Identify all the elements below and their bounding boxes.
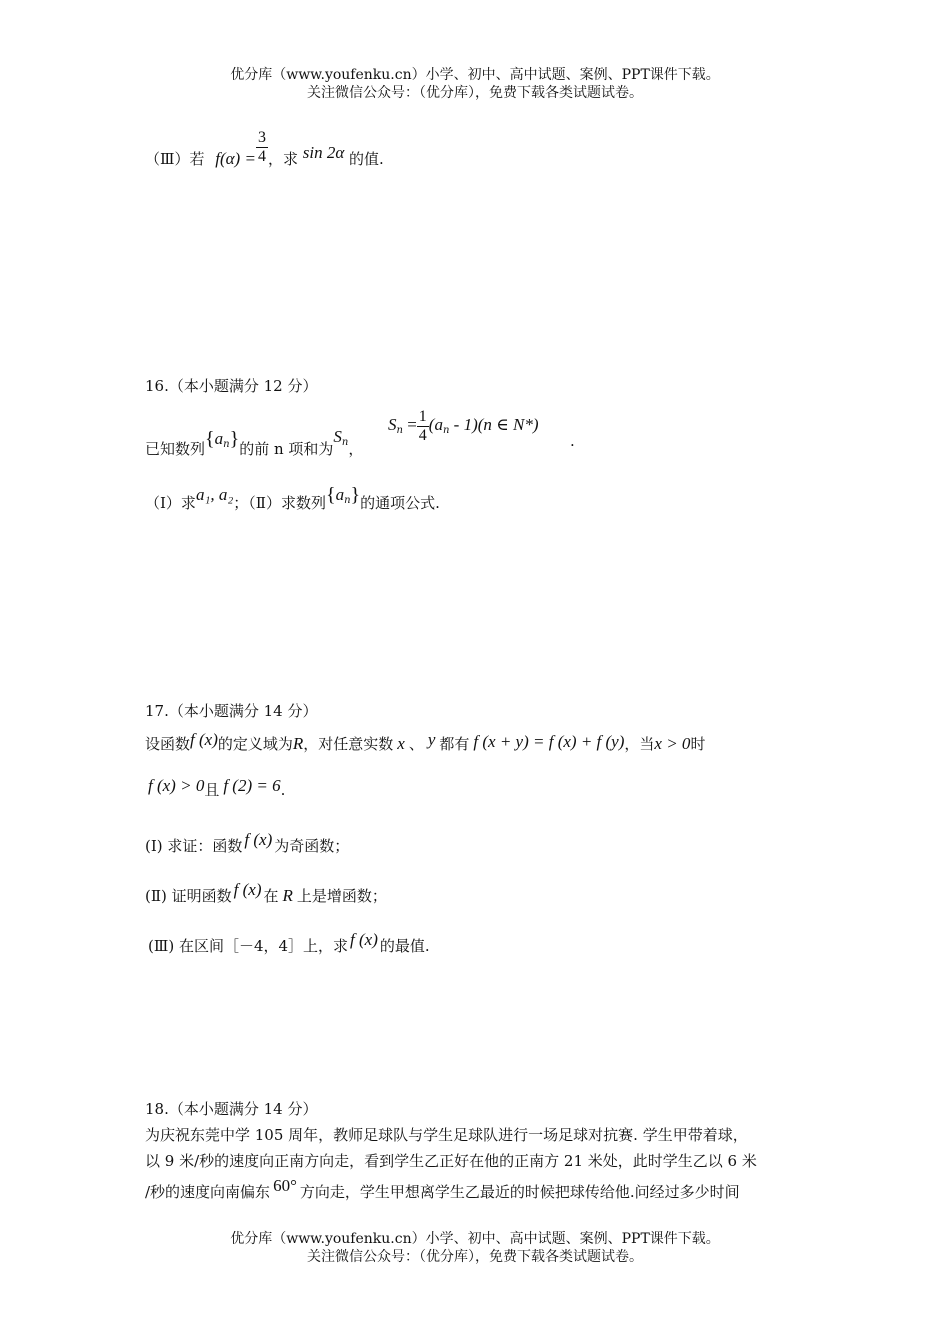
q18-line3-a: /秒的速度向南偏东 — [145, 1183, 271, 1201]
q17-line2-d: . — [280, 781, 286, 799]
q17-p2-a: (Ⅱ) 证明函数 — [145, 887, 232, 905]
q17-p3-fx: f (x) — [350, 930, 378, 949]
q17-p1-fx: f (x) — [244, 830, 273, 849]
q17-line1-c: ，对任意实数 — [303, 735, 394, 753]
q17-line1-d: 都有 — [439, 735, 470, 753]
q17-line1-f: 时 — [690, 735, 706, 753]
q15-part3-prefix: （Ⅲ）若 — [145, 150, 205, 168]
q16-known: 已知数列 — [145, 440, 206, 458]
q15-ask: ，求 — [267, 150, 298, 168]
q17-title: 17.（本小题满分 14 分） — [145, 702, 318, 720]
q16-Sn: $S_n$ — [333, 427, 349, 448]
q17-line2 — [148, 768, 285, 804]
q16-sequence-an-2: $\{a_n\}$ — [325, 484, 361, 506]
q17-p3-b: 的最值. — [379, 937, 430, 955]
q16-comma: ， — [348, 440, 364, 458]
q16-statement — [145, 402, 364, 458]
q16-part2-label: ；（Ⅱ）求数列 — [233, 494, 326, 512]
q17-part1 — [145, 822, 349, 858]
q17-line2-a: f (x) > 0 — [148, 776, 205, 795]
q18-line1: 为庆祝东莞中学 105 周年，教师足球队与学生足球队进行一场足球对抗赛. 学生甲带着球， — [145, 1126, 748, 1144]
q17-p2-c: 上是增函数； — [296, 887, 387, 905]
q17-p2-fx: f (x) — [233, 880, 262, 899]
q17-line1 — [145, 722, 705, 758]
q17-part2 — [145, 872, 387, 908]
q15-suffix: 的值. — [349, 150, 384, 168]
q16-sequence-an: $\{a_n\}$ — [205, 428, 240, 450]
q17-p1-a: (Ⅰ) 求证：函数 — [145, 837, 243, 855]
q16-part2-suffix: 的通项公式. — [360, 494, 440, 512]
q18-line3 — [145, 1170, 740, 1202]
q17-line1-e: ，当 — [624, 735, 655, 753]
q17-y: y — [427, 730, 436, 749]
q16-title: 16.（本小题满分 12 分） — [145, 377, 318, 395]
q17-part3 — [148, 922, 430, 958]
q17-p2-b: 在 — [263, 887, 279, 905]
q16-a1a2: a₁, a₂ — [195, 485, 234, 504]
q17-cond: x > 0 — [654, 734, 691, 753]
page-header — [0, 66, 950, 102]
q16-formula-rest2: - 1)(n ∈ N*) — [449, 415, 539, 434]
footer-line-1: 优分库（www.youfenku.cn）小学、初中、高中试题、案例、PPT课件下载。 — [230, 1231, 720, 1247]
q17-eq1: f (x + y) = f (x) + f (y) — [473, 732, 625, 751]
q15-frac-num: 3 — [257, 129, 266, 146]
q17-line2-b: 且 — [204, 781, 220, 799]
q17-line1-a: 设函数 — [145, 735, 191, 753]
q17-line1-b: 的定义域为 — [217, 735, 293, 753]
q15-sin2a: sin 2α — [302, 143, 345, 162]
q16-part1-label: （Ⅰ）求 — [145, 494, 196, 512]
q18-angle: 60° — [273, 1176, 297, 1195]
page-footer — [0, 1230, 950, 1266]
q18-line2: 以 9 米/秒的速度向正南方向走，看到学生乙正好在他的正南方 21 米处，此时学生乙以 6 米 — [145, 1152, 757, 1170]
q16-formula-S: S — [388, 415, 397, 434]
q17-p3-a: (Ⅲ) 在区间［－4，4］上，求 — [148, 937, 349, 955]
q16-formula-fraction: $\frac{1}{4}$ — [418, 407, 427, 444]
q18-line3-b: 方向走，学生甲想离学生乙最近的时候把球传给他.问经过多少时间 — [299, 1183, 740, 1201]
q17-fx: f (x) — [190, 730, 218, 749]
q18-title: 18.（本小题满分 14 分） — [145, 1100, 318, 1118]
q17-R: R — [292, 734, 304, 753]
header-line-2: 关注微信公众号：（优分库），免费下载各类试题试卷。 — [307, 85, 643, 101]
footer-line-2: 关注微信公众号：（优分库），免费下载各类试题试卷。 — [307, 1249, 643, 1265]
q16-formula-eq: = — [402, 415, 417, 434]
header-line-1: 优分库（www.youfenku.cn）小学、初中、高中试题、案例、PPT课件下载。 — [230, 67, 720, 83]
q17-line2-c: f (2) = 6 — [223, 776, 281, 795]
q17-dun: 、 — [408, 735, 424, 753]
q17-p2-R: R — [282, 886, 293, 905]
q15-fraction — [256, 129, 268, 166]
q17-p1-b: 为奇函数； — [274, 837, 350, 855]
q16-formula: $S_n$ = $\frac{1}{4}$ $(a_n - 1)(n$ ∈ N*) — [388, 407, 539, 444]
q16-mid: 的前 n 项和为 — [239, 440, 334, 458]
q15-part3 — [145, 128, 384, 178]
q16-period: . — [570, 432, 575, 450]
q16-formula-rest1: (a — [428, 415, 443, 434]
q15-f-alpha: f(α) = — [215, 149, 256, 168]
q15-frac-den: 4 — [257, 148, 266, 165]
q17-x: x — [397, 734, 405, 753]
q16-parts — [145, 470, 440, 510]
